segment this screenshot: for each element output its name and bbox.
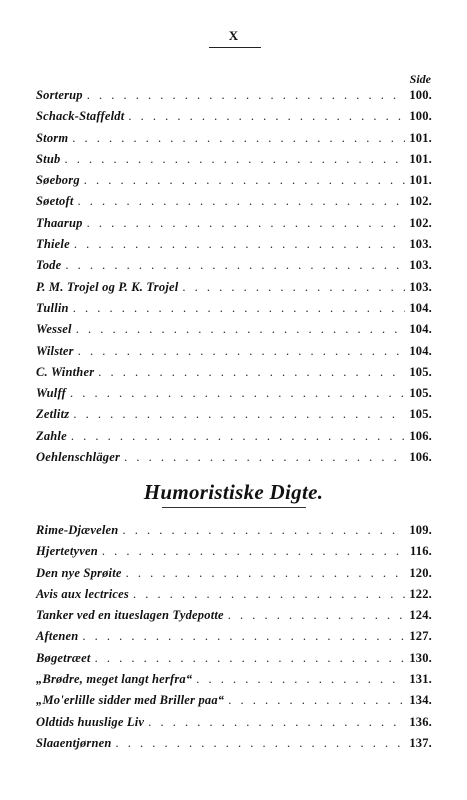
dot-leader xyxy=(98,365,405,380)
toc-entry-page: 116. xyxy=(410,544,432,559)
toc-entry-title: Wilster xyxy=(36,343,74,358)
toc-entry-page: 105. xyxy=(409,407,432,422)
toc-entry xyxy=(36,407,432,428)
toc-entry-title: Den nye Sprøite xyxy=(36,565,122,580)
toc-entry xyxy=(36,608,432,629)
toc-entry-title: „Mo'erlille sidder med Briller paa“ xyxy=(36,693,225,708)
toc-entry-title: Zahle xyxy=(36,428,67,443)
toc-entry-title: Thiele xyxy=(36,237,70,252)
toc-entry xyxy=(36,88,432,109)
toc-entry xyxy=(36,523,432,544)
toc-entry-title: Oehlenschläger xyxy=(36,450,121,465)
toc-entry-page: 103. xyxy=(409,258,432,273)
toc-entry xyxy=(36,237,432,258)
toc-entry xyxy=(36,280,432,301)
toc-entry-page: 120. xyxy=(409,565,432,580)
toc-entry-title: Avis aux lectrices xyxy=(36,586,129,601)
toc-entry-page: 137. xyxy=(409,735,432,750)
toc-entry-page: 127. xyxy=(409,629,432,644)
toc-entry-title: Tullin xyxy=(36,300,69,315)
dot-leader xyxy=(64,152,405,167)
toc-entry xyxy=(36,152,432,173)
toc-entry-page: 134. xyxy=(409,693,432,708)
toc-entry xyxy=(36,587,432,608)
toc-entry xyxy=(36,301,432,322)
toc-entry xyxy=(36,216,432,237)
dot-leader xyxy=(182,280,405,295)
toc-entry-page: 101. xyxy=(409,173,432,188)
toc-entry-title: Sorterup xyxy=(36,88,83,102)
toc-entry-page: 124. xyxy=(409,608,432,623)
toc-entry-page: 102. xyxy=(409,194,432,209)
toc-entry-title: Storm xyxy=(36,130,69,145)
toc-entry-page: 103. xyxy=(409,237,432,252)
dot-leader xyxy=(87,88,406,103)
toc-list-humor xyxy=(36,523,432,757)
toc-entry-page: 136. xyxy=(409,714,432,729)
toc-entry-page: 130. xyxy=(409,650,432,665)
dot-leader xyxy=(124,450,405,465)
dot-leader xyxy=(65,258,405,273)
toc-entry-page: 109. xyxy=(409,523,432,537)
section-title: Humoristiske Digte. xyxy=(143,480,324,504)
dot-leader xyxy=(228,693,405,708)
toc-entry xyxy=(36,651,432,672)
toc-entry xyxy=(36,173,432,194)
dot-leader xyxy=(76,322,406,337)
toc-entry-page: 100. xyxy=(409,109,432,124)
dot-leader xyxy=(73,301,406,316)
toc-entry xyxy=(36,450,432,471)
toc-entry-title: Aftenen xyxy=(36,629,79,644)
page-number: X xyxy=(228,28,239,43)
dot-leader xyxy=(196,672,405,687)
toc-entry xyxy=(36,715,432,736)
dot-leader xyxy=(82,629,405,644)
toc-entry xyxy=(36,386,432,407)
dot-leader xyxy=(78,344,406,359)
toc-entry-page: 101. xyxy=(409,130,432,145)
header-rule xyxy=(209,47,261,48)
toc-list-main xyxy=(36,88,432,471)
dot-leader xyxy=(116,736,406,751)
dot-leader xyxy=(84,173,406,188)
toc-entry-page: 104. xyxy=(409,300,432,315)
toc-entry-title: Tode xyxy=(36,258,62,273)
toc-entry-title: „Brødre, meget langt herfra“ xyxy=(36,672,193,687)
toc-entry-title: Wessel xyxy=(36,322,72,337)
toc-entry-title: Zetlitz xyxy=(36,407,70,422)
toc-entry xyxy=(36,344,432,365)
toc-entry-title: Wulff xyxy=(36,386,66,401)
toc-entry-title: Oldtids huuslige Liv xyxy=(36,714,145,729)
column-label: Side xyxy=(409,72,431,86)
toc-entry xyxy=(36,544,432,565)
toc-entry-title: P. M. Trojel og P. K. Trojel xyxy=(36,279,179,294)
dot-leader xyxy=(95,651,406,666)
dot-leader xyxy=(128,109,405,124)
dot-leader xyxy=(72,131,405,146)
toc-entry xyxy=(36,194,432,215)
toc-entry-title: Bøgetræet xyxy=(36,650,91,665)
toc-entry-page: 101. xyxy=(409,151,432,166)
dot-leader xyxy=(71,429,405,444)
dot-leader xyxy=(122,523,405,538)
toc-entry-title: Schack-Staffeldt xyxy=(36,109,125,124)
toc-entry xyxy=(36,429,432,450)
dot-leader xyxy=(70,386,405,401)
toc-entry xyxy=(36,109,432,130)
toc-entry-page: 103. xyxy=(409,279,432,294)
dot-leader xyxy=(126,566,406,581)
dot-leader xyxy=(78,194,406,209)
toc-entry xyxy=(36,629,432,650)
dot-leader xyxy=(87,216,406,231)
toc-entry-title: Søetoft xyxy=(36,194,74,209)
dot-leader xyxy=(228,608,406,623)
toc-entry xyxy=(36,736,432,757)
toc-entry-page: 131. xyxy=(409,672,432,687)
toc-entry-page: 105. xyxy=(409,386,432,401)
toc-entry-page: 102. xyxy=(409,215,432,230)
toc-entry-page: 104. xyxy=(409,343,432,358)
toc-entry-page: 106. xyxy=(409,450,432,465)
section-rule xyxy=(162,507,306,508)
dot-leader xyxy=(74,237,405,252)
toc-entry-page: 122. xyxy=(409,586,432,601)
toc-entry-title: Slaaentjørnen xyxy=(36,735,112,750)
toc-entry-title: Thaarup xyxy=(36,215,83,230)
toc-entry-page: 104. xyxy=(409,322,432,337)
toc-entry-title: Søeborg xyxy=(36,173,80,188)
toc-entry xyxy=(36,322,432,343)
toc-entry xyxy=(36,365,432,386)
toc-entry xyxy=(36,258,432,279)
toc-entry-title: Tanker ved en itueslagen Tydepotte xyxy=(36,608,224,623)
toc-entry xyxy=(36,693,432,714)
toc-entry xyxy=(36,672,432,693)
toc-entry xyxy=(36,131,432,152)
toc-entry-page: 106. xyxy=(409,428,432,443)
dot-leader xyxy=(73,407,405,422)
toc-entry-page: 105. xyxy=(409,364,432,379)
toc-entry-page: 100. xyxy=(409,88,432,102)
dot-leader xyxy=(102,544,406,559)
toc-entry-title: Hjertetyven xyxy=(36,544,98,559)
dot-leader xyxy=(148,715,405,730)
toc-entry xyxy=(36,566,432,587)
toc-entry-title: Rime-Djævelen xyxy=(36,523,119,537)
toc-entry-title: Stub xyxy=(36,151,61,166)
dot-leader xyxy=(133,587,405,602)
toc-entry-title: C. Winther xyxy=(36,364,95,379)
